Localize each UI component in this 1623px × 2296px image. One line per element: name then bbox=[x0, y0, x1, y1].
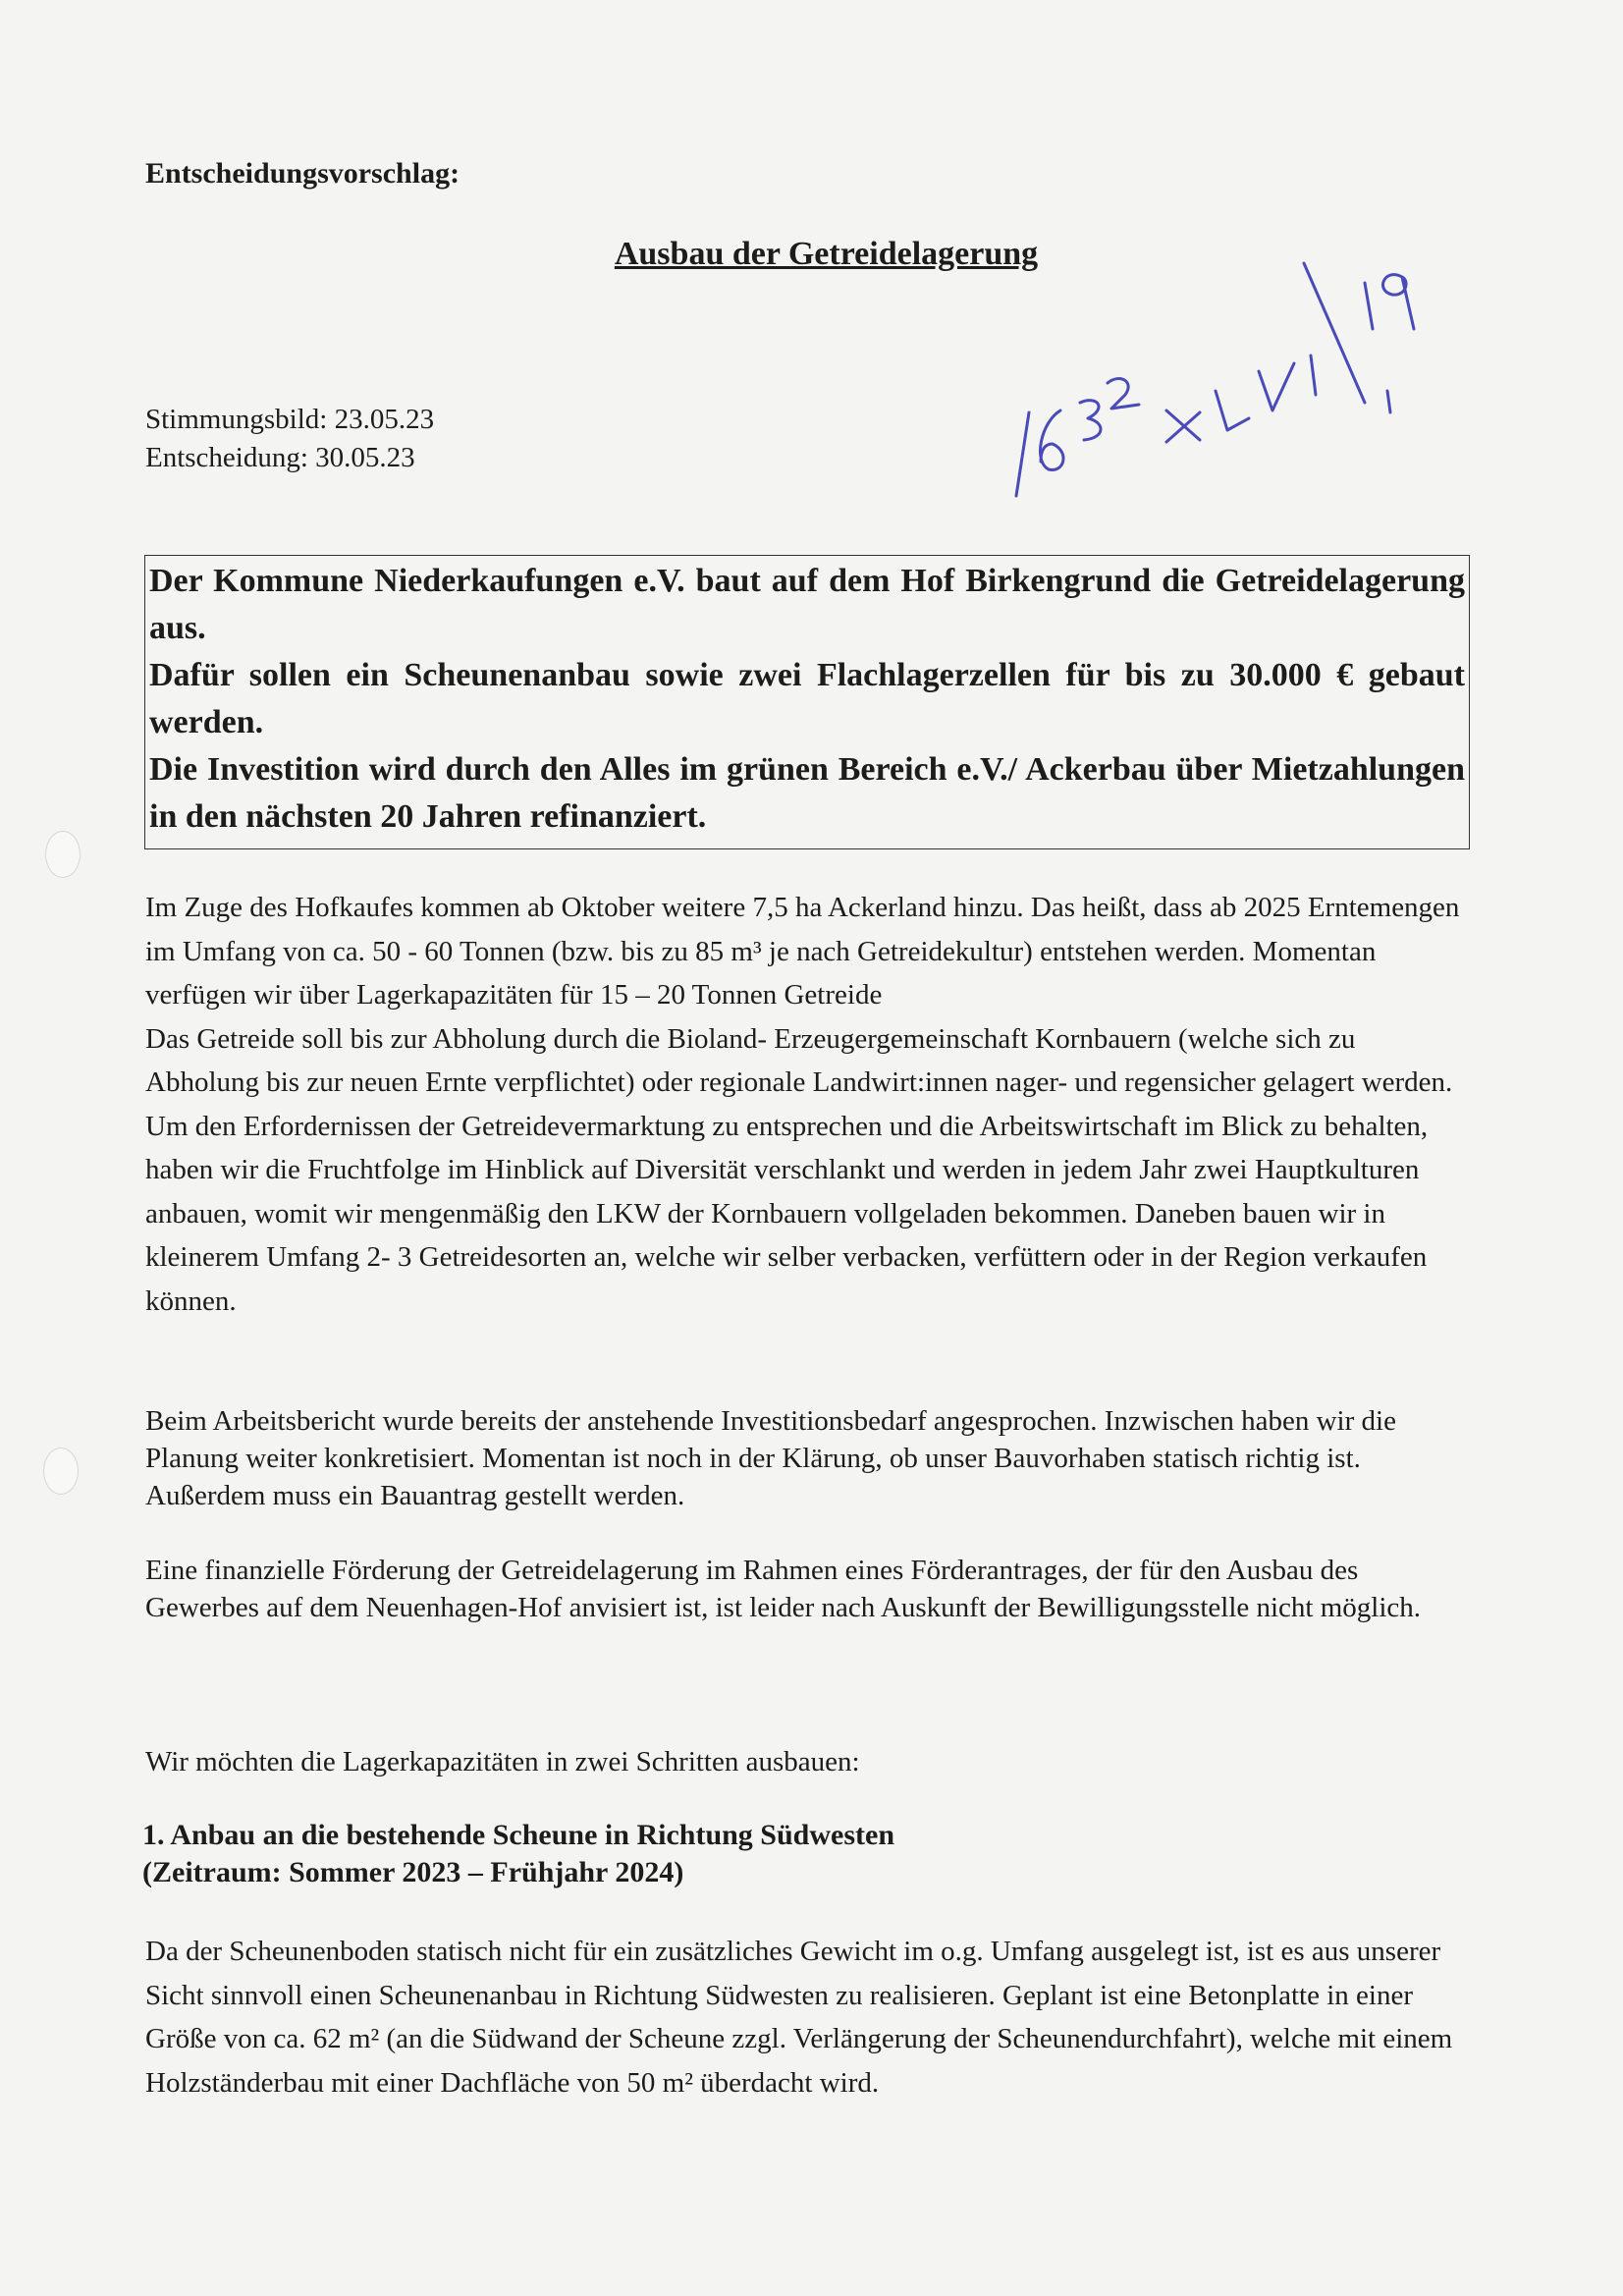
decision-line-3: Die Investition wird durch den Alles im grünen Bereich e.V./ Ackerbau über Mietzahlungen in den nächsten 20 Jahren refinanziert. bbox=[149, 751, 1465, 835]
paragraph-situation-1: Im Zuge des Hofkaufes kommen ab Oktober weitere 7,5 ha Ackerland hinzu. Das heißt, dass ab 2025 Erntemengen im Umfang von ca. 50 - 60 Tonnen (bzw. bis zu 85 m³ je nach Getreidekultur) entstehen werden. Momentan verfügen wir über Lagerkapazitäten für 15 – 20 Tonnen Getreide bbox=[145, 892, 1460, 1011]
intro-steps: Wir möchten die Lagerkapazitäten in zwei Schritten ausbauen: bbox=[145, 1746, 860, 1777]
step1-heading-block bbox=[142, 1817, 894, 1891]
entscheidung-date: Entscheidung: 30.05.23 bbox=[145, 442, 415, 473]
punch-hole-icon bbox=[43, 1448, 79, 1495]
document-label: Entscheidungsvorschlag: bbox=[145, 157, 460, 190]
document-title: Ausbau der Getreidelagerung bbox=[614, 236, 1039, 272]
punch-hole-icon bbox=[45, 831, 81, 878]
step1-text: Da der Scheunenboden statisch nicht für ein zusätzliches Gewicht im o.g. Umfang ausgelegt ist, ist es aus unserer Sicht sinnvoll einen Scheunenanbau in Richtung Südwesten zu realisieren. Geplant ist eine Betonplatte in einer Größe von ca. 62 m² (an die Südwand der Scheune zzgl. Verlängerung der Scheunendurchfahrt), welche mit einem Holzständerbau mit einer Dachfläche von 50 m² überdacht wird. bbox=[145, 1936, 1453, 2099]
paragraph-funding: Eine finanzielle Förderung der Getreidelagerung im Rahmen eines Förderantrages, der für den Ausbau des Gewerbes auf dem Neuenhagen-Hof anvisiert ist, ist leider nach Auskunft der Bewilligungsstelle nicht möglich. bbox=[145, 1555, 1422, 1623]
stimmungsbild-date: Stimmungsbild: 23.05.23 bbox=[145, 404, 435, 435]
paragraph-situation-3: Um den Erfordernissen der Getreidevermarktung zu entsprechen und die Arbeitswirtschaft im Blick zu behalten, haben wir die Fruchtfolge im Hinblick auf Diversität verschlankt und werden in jedem Jahr zwei Hauptkulturen anbauen, womit wir mengenmäßig den LKW der Kornbauern vollgeladen bekommen. Daneben bauen wir in kleinerem Umfang 2- 3 Getreidesorten an, welche wir selber verbacken, verfüttern oder in der Region verkaufen können. bbox=[145, 1110, 1429, 1317]
step1-heading: 1. Anbau an die bestehende Scheune in Richtung Südwesten bbox=[142, 1819, 895, 1851]
decision-line-2: Dafür sollen ein Scheunenanbau sowie zwei Flachlagerzellen für bis zu 30.000 € gebaut werden. bbox=[149, 657, 1465, 740]
paragraph-situation-2: Das Getreide soll bis zur Abholung durch die Bioland- Erzeugergemeinschaft Kornbauern (welche sich zu Abholung bis zur neuen Ernte verpflichtet) oder regionale Landwirt:innen nager- und regensicher gelagert werden. bbox=[145, 1022, 1453, 1098]
step1-period: (Zeitraum: Sommer 2023 – Frühjahr 2024) bbox=[142, 1856, 684, 1888]
paragraph-situation bbox=[145, 886, 1466, 1323]
paragraph-planning: Beim Arbeitsbericht wurde bereits der anstehende Investitionsbedarf angesprochen. Inzwischen haben wir die Planung weiter konkretisiert. Momentan ist noch in der Klärung, ob unser Bauvorhaben statisch richtig ist. Außerdem muss ein Bauantrag gestellt werden. bbox=[145, 1405, 1396, 1511]
decision-line-1: Der Kommune Niederkaufungen e.V. baut auf dem Hof Birkengrund die Getreidelagerung aus. bbox=[149, 563, 1465, 646]
handwritten-note-icon bbox=[0, 0, 1623, 589]
decision-box bbox=[144, 555, 1470, 849]
